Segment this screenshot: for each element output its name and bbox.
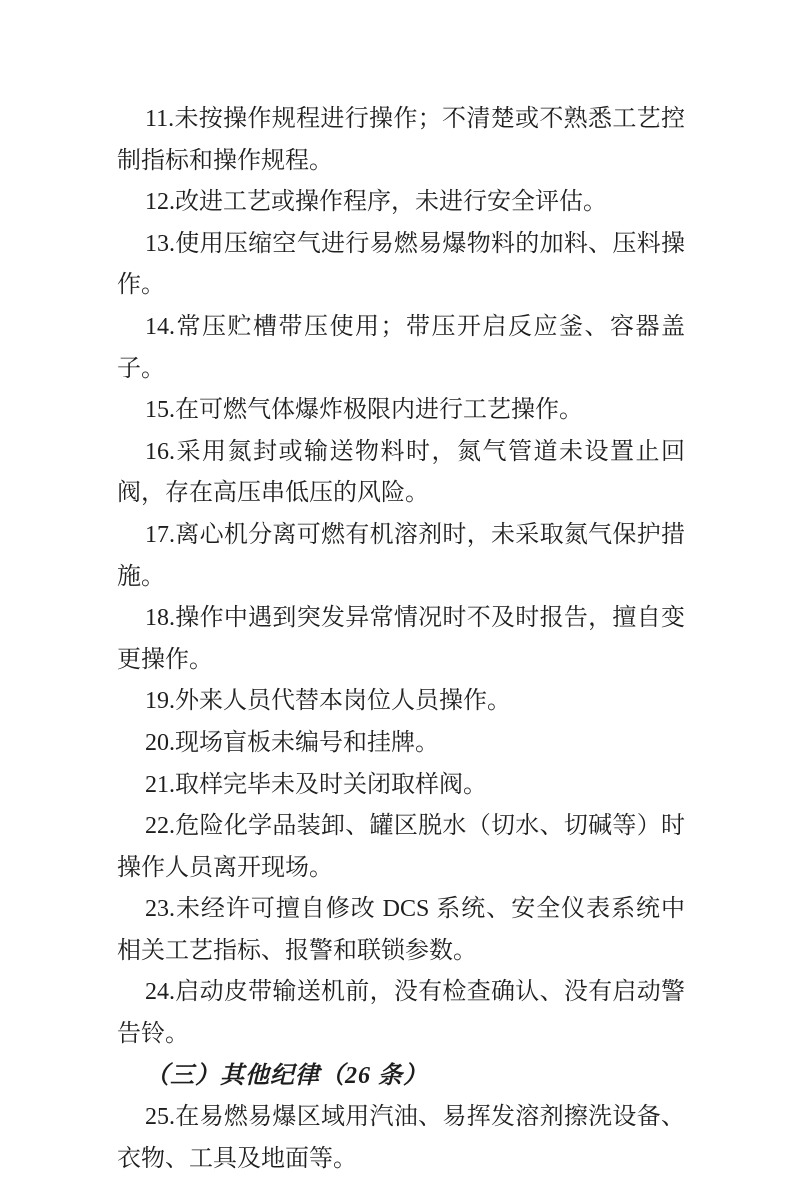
list-item-14: 14.常压贮槽带压使用；带压开启反应釜、容器盖子。 (117, 313, 685, 382)
list-item-13: 13.使用压缩空气进行易燃易爆物料的加料、压料操作。 (117, 230, 685, 299)
list-item-12: 12.改进工艺或操作程序，未进行安全评估。 (145, 189, 607, 216)
list-item-17: 17.离心机分离可燃有机溶剂时，未采取氮气保护措施。 (117, 521, 685, 590)
list-item-23: 23.未经许可擅自修改 DCS 系统、安全仪表系统中相关工艺指标、报警和联锁参数。 (117, 896, 685, 964)
section-heading: （三）其他纪律（26 条） (145, 1062, 428, 1089)
list-item-20: 20.现场盲板未编号和挂牌。 (145, 729, 439, 756)
list-item-22: 22.危险化学品装卸、罐区脱水（切水、切碱等）时操作人员离开现场。 (117, 813, 685, 881)
document-text-block (117, 99, 685, 1180)
list-item-24: 24.启动皮带输送机前，没有检查确认、没有启动警告铃。 (117, 979, 685, 1048)
list-item-19: 19.外来人员代替本岗位人员操作。 (145, 688, 511, 715)
list-item-16: 16.采用氮封或输送物料时，氮气管道未设置止回阀，存在高压串低压的风险。 (117, 438, 685, 507)
list-item-21: 21.取样完毕未及时关闭取样阀。 (145, 771, 487, 798)
list-item-18: 18.操作中遇到突发异常情况时不及时报告，擅自变更操作。 (117, 605, 685, 673)
list-item-25: 25.在易燃易爆区域用汽油、易挥发溶剂擦洗设备、衣物、工具及地面等。 (117, 1104, 685, 1172)
list-item-15: 15.在可燃气体爆炸极限内进行工艺操作。 (145, 397, 583, 424)
list-item-11: 11.未按操作规程进行操作；不清楚或不熟悉工艺控制指标和操作规程。 (117, 106, 685, 174)
